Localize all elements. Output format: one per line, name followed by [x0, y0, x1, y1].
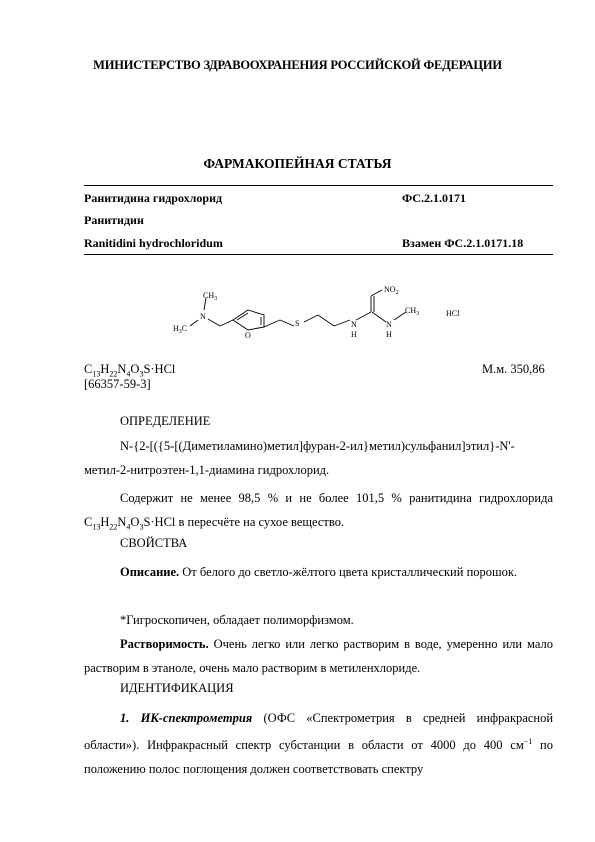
monograph-code: ФС.2.1.0171: [402, 191, 466, 205]
description-paragraph: Описание. От белого до светло-жёлтого цвета кристаллический порошок.: [120, 565, 518, 579]
content-text: Содержит не менее 98,5 % и не более 101,5 % ранитидина гидрохлорида $C_{13}H_{22}N_4O_3S\cdot HCl$ в пересчёте на сухое вещество.: [84, 491, 553, 532]
cas-number: [66357-59-3]: [84, 377, 151, 391]
h3c-left-label: $H_3C$: [173, 324, 188, 335]
ir-label: 1. ИК-спектрометрия: [120, 711, 253, 725]
ch3-right-label: $CH_3$: [405, 306, 420, 317]
no2-label: $NO_2$: [384, 285, 399, 296]
hcl-label: HCl: [446, 309, 460, 318]
monograph-replaces: Взамен ФС.2.1.0171.18: [402, 236, 524, 250]
identification-title: ИДЕНТИФИКАЦИЯ: [120, 681, 234, 695]
nh1-n-label: N: [351, 320, 357, 329]
monograph-name-ru: Ранитидина гидрохлорид: [84, 191, 223, 205]
definition-title: ОПРЕДЕЛЕНИЕ: [120, 414, 211, 428]
nh1-h-label: H: [351, 330, 357, 339]
properties-title: СВОЙСТВА: [120, 536, 188, 550]
hygroscopic-note: *Гигроскопичен, обладает полиморфизмом.: [120, 613, 354, 627]
ministry-heading: МИНИСТЕРСТВО ЗДРАВООХРАНЕНИЯ РОССИЙСКОЙ ФЕДЕРАЦИИ: [93, 58, 502, 72]
ch3-top-label: $CH_3$: [203, 291, 218, 302]
structural-formula: [168, 282, 478, 352]
molar-mass: М.м. 350,86: [482, 362, 545, 376]
o-furan-label: O: [245, 331, 251, 340]
monograph-name-latin: Ranitidini hydrochloridum: [84, 236, 223, 250]
n-amine-label: N: [200, 312, 206, 321]
molecular-formula: $C_{13}H_{22}N_4O_3S\cdot HCl$: [84, 362, 176, 379]
solubility-paragraph: Растворимость. Очень легко или легко растворим в воде, умеренно или мало растворим в этаноле, очень мало растворим в метиленхлориде.: [84, 637, 553, 675]
ir-paragraph: 1. ИК-спектрометрия (ОФС «Спектрометрия в средней инфракрасной области»). Инфракрасный спектр субстанции в области от 4000 до 400 $см^{-1}$ по положению полос поглощения должен соответствовать спектру: [84, 711, 554, 777]
header-bottom-rule: [84, 254, 553, 255]
monograph-synonym: Ранитидин: [84, 213, 144, 227]
description-label: Описание.: [120, 565, 180, 579]
nh2-n-label: N: [386, 320, 392, 329]
header-top-rule: [84, 185, 553, 186]
solubility-label: Растворимость.: [120, 637, 209, 651]
article-title: ФАРМАКОПЕЙНАЯ СТАТЬЯ: [203, 156, 392, 171]
s-label: S: [295, 319, 300, 328]
nh2-h-label: H: [386, 330, 392, 339]
definition-text: N-{2-[({5-[(Диметиламино)метил]фуран-2-ил}метил)сульфанил]этил}-N'-метил-2-нитроэтен-1,1-диамина гидрохлорид.: [84, 439, 515, 477]
